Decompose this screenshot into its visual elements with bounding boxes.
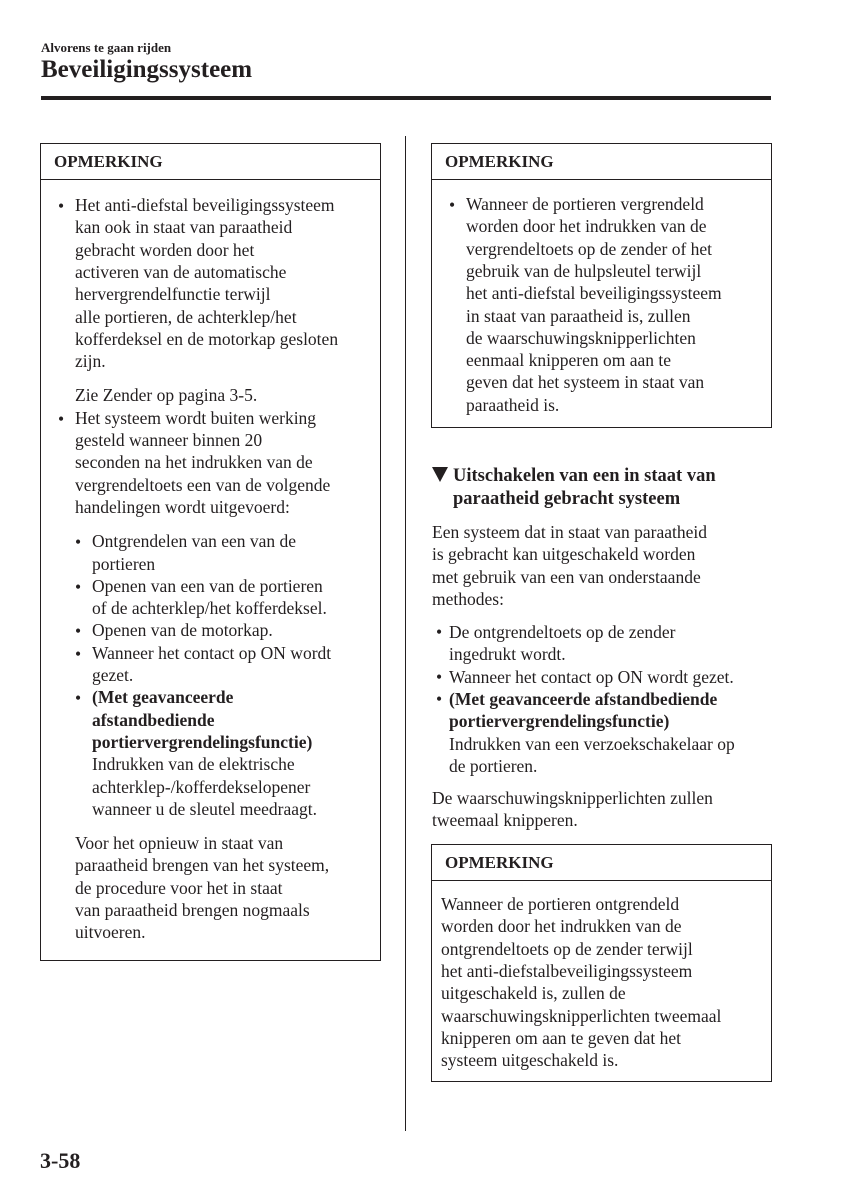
right-note-box-bottom: [431, 844, 772, 1082]
text-line: gebracht worden door het: [75, 239, 255, 260]
text-line: Ontgrendelen van een van de: [92, 531, 297, 552]
text-line: Voor het opnieuw in staat van: [75, 833, 284, 854]
text-line: afstandbediende: [92, 709, 215, 730]
text-line: Indrukken van de elektrische: [92, 754, 295, 775]
text-line: De ontgrendeltoets op de zender: [449, 622, 676, 642]
text-line: Zie Zender op pagina 3-5.: [75, 385, 258, 406]
text-line: het anti-diefstal beveiligingssysteem: [466, 283, 722, 304]
text-line: portieren: [92, 553, 156, 574]
bullet-icon: •: [436, 666, 443, 687]
right-note-box-top: [431, 143, 772, 428]
text-line: Het anti-diefstal beveiligingssysteem: [75, 195, 335, 215]
page-title: Beveiligingssysteem: [41, 56, 253, 83]
text-line: ontgrendeltoets op de zender terwijl: [441, 938, 693, 959]
text-line: systeem uitgeschakeld is.: [441, 1050, 619, 1071]
text-line: Wanneer het contact op ON wordt gezet.: [449, 666, 734, 687]
text-line: uitvoeren.: [75, 922, 146, 943]
column-divider: [405, 136, 406, 1131]
text-line: Openen van de motorkap.: [92, 620, 273, 641]
text-line: activeren van de automatische: [75, 261, 287, 282]
bullet-icon: •: [449, 195, 456, 215]
text-line: methodes:: [432, 588, 504, 609]
text-line: portiervergrendelingsfunctie): [449, 711, 670, 732]
text-line: handelingen wordt uitgevoerd:: [75, 496, 290, 517]
text-line: de portieren.: [449, 755, 538, 776]
bullet-icon: •: [436, 688, 443, 709]
text-line: knipperen om aan te geven dat het: [441, 1027, 682, 1048]
text-line: (Met geavanceerde: [92, 687, 234, 708]
bullet-icon: •: [436, 622, 443, 642]
subsection-result: [432, 787, 713, 832]
text-line: Openen van een van de portieren: [92, 575, 323, 596]
bullet-icon: •: [58, 196, 65, 216]
subsection-title-line: Uitschakelen van een in staat van: [453, 466, 716, 486]
header-rule: [41, 96, 771, 100]
text-line: portiervergrendelingsfunctie): [92, 731, 313, 752]
text-line: gezet.: [92, 665, 134, 685]
text-line: gesteld wanneer binnen 20: [75, 430, 263, 450]
note-heading: OPMERKING: [432, 845, 771, 881]
page-number: 3-58: [40, 1148, 81, 1173]
text-line: seconden na het indrukken van de: [75, 452, 313, 473]
text-line: Het systeem wordt buiten werking: [75, 407, 317, 428]
text-line: eenmaal knipperen om aan te: [466, 350, 672, 371]
text-line: of de achterklep/het kofferdeksel.: [92, 598, 327, 619]
note-heading: OPMERKING: [41, 144, 380, 180]
text-line: waarschuwingsknipperlichten tweemaal: [441, 1005, 722, 1026]
text-line: Wanneer de portieren ontgrendeld: [441, 894, 680, 914]
subsection-title: [453, 465, 716, 511]
bullet-icon: •: [58, 408, 65, 429]
bullet-icon: •: [75, 643, 82, 664]
subsection-marker-icon: [432, 467, 448, 482]
text-line: Een systeem dat in staat van paraatheid: [432, 522, 708, 542]
text-line: paraatheid is.: [466, 394, 560, 415]
text-line: hervergrendelfunctie terwijl: [75, 284, 271, 305]
text-line: worden door het indrukken van de: [466, 216, 707, 237]
text-line: uitgeschakeld is, zullen de: [441, 983, 626, 1004]
text-line: vergrendeltoets op de zender of het: [466, 238, 713, 259]
text-line: geven dat het systeem in staat van: [466, 372, 705, 393]
text-line: van paraatheid brengen nogmaals: [75, 900, 310, 920]
text-line: Wanneer de portieren vergrendeld: [466, 194, 704, 214]
text-line: de procedure voor het in staat: [75, 877, 283, 898]
text-line: De waarschuwingsknipperlichten zullen: [432, 788, 713, 808]
subsection-title-line: paraatheid gebracht systeem: [453, 489, 681, 509]
text-line: Wanneer het contact op ON wordt: [92, 642, 332, 663]
text-line: de waarschuwingsknipperlichten: [466, 327, 696, 348]
text-line: vergrendeltoets een van de volgende: [75, 474, 331, 495]
bullet-icon: •: [75, 532, 82, 553]
text-line: (Met geavanceerde afstandbediende: [449, 688, 718, 709]
text-line: ingedrukt wordt.: [449, 644, 566, 665]
text-line: zijn.: [75, 351, 106, 372]
text-line: met gebruik van een van onderstaande: [432, 566, 701, 587]
section-label: Alvorens te gaan rijden: [41, 40, 172, 55]
text-line: is gebracht kan uitgeschakeld worden: [432, 544, 696, 565]
bullet-icon: •: [75, 621, 82, 642]
subsection-intro: [432, 521, 707, 610]
left-note-box: [40, 143, 381, 961]
text-line: kofferdeksel en de motorkap gesloten: [75, 328, 339, 349]
text-line: wanneer u de sleutel meedraagt.: [92, 798, 317, 819]
text-line: tweemaal knipperen.: [432, 810, 578, 831]
note-heading: OPMERKING: [432, 144, 771, 180]
text-line: worden door het indrukken van de: [441, 916, 682, 937]
text-line: kan ook in staat van paraatheid: [75, 217, 293, 238]
bullet-icon: •: [75, 688, 82, 709]
text-line: het anti-diefstalbeveiligingssysteem: [441, 960, 693, 981]
text-line: gebruik van de hulpsleutel terwijl: [466, 260, 702, 281]
bullet-icon: •: [75, 576, 82, 597]
text-line: Indrukken van een verzoekschakelaar op: [449, 733, 735, 754]
text-line: achterklep-/kofferdekselopener: [92, 776, 311, 797]
text-line: in staat van paraatheid is, zullen: [466, 305, 691, 326]
text-line: alle portieren, de achterklep/het: [75, 306, 297, 327]
text-line: paraatheid brengen van het systeem,: [75, 855, 330, 876]
